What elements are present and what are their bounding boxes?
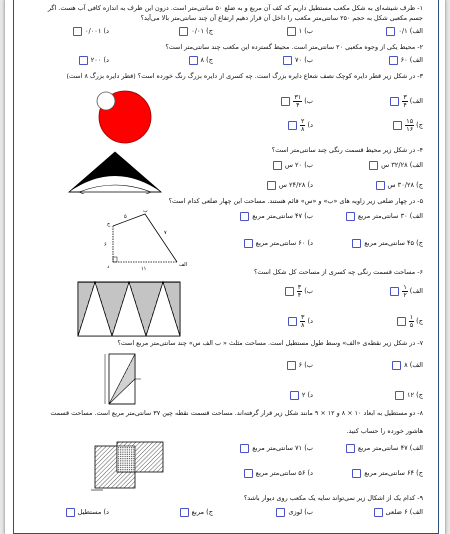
q7-option-c[interactable]: ج) ۱۲ [394,391,423,400]
q5-option-a[interactable]: الف) ۳۰ سانتی‌متر مربع [345,212,423,221]
q5-side-5: ۵ [124,214,127,220]
q4-option-c[interactable]: ج) ۳۰/۲۸ س [375,181,423,190]
q2-option-a-checkbox[interactable] [389,56,398,65]
q5-option-c[interactable]: ج) ۴۵ سانتی‌متر مربع [351,239,423,248]
q1-text-line1: ۱- ظرف شیشه‌ای به شکل مکعب مستطیل داریم که کف آن مربع و به ضلع ۵۰ سانتی‌متر است. درون این ظرف به اندازه کافی آب هست. اگر [47,4,423,12]
q9-option-a-checkbox[interactable] [374,508,383,517]
q4-option-b-checkbox[interactable] [273,161,282,170]
q8-option-c-checkbox[interactable] [352,469,361,478]
q3-small-circle [97,92,115,110]
q9-option-a[interactable]: الف) ۶ ضلعی [373,508,423,517]
q8-option-d-checkbox[interactable] [244,469,253,478]
q6-option-d-checkbox[interactable] [288,317,297,326]
q3-option-c-checkbox[interactable] [393,121,402,130]
q7-text: ۷- در شکل زیر نقطه‌ی «الف» وسط طول مستطیل است. مساحت مثلث « ب الف س» چند سانتی‌متر مربع است؟ [117,339,423,347]
q3-option-c[interactable]: ج) ۱۵ ۱۶ [392,118,423,133]
q4-option-b[interactable]: ب) ۲۰ س [272,161,313,170]
q3-option-b-checkbox[interactable] [281,97,290,106]
q1-option-b[interactable]: ب) ۱ [286,27,313,36]
q6-option-b-checkbox[interactable] [285,287,294,296]
q7-option-b-checkbox[interactable] [287,361,296,370]
q3-text: ۳- در شکل زیر قطر دایره کوچک نصف شعاع دایره بزرگ است. چه کسری از دایره بزرگ رنگ خورده است؟ (قطر دایره بزرگ ۸ است) [66,72,423,80]
q2-option-d[interactable]: د) ۲۰۰ [78,56,109,65]
q5-option-b-checkbox[interactable] [240,212,249,221]
q4-triangle-arc-figure [67,148,163,194]
q2-option-d-checkbox[interactable] [79,56,88,65]
q2-option-c[interactable]: ج) ۸ [188,56,213,65]
q2-option-c-checkbox[interactable] [189,56,198,65]
q2-option-a[interactable]: الف) ۶۰ [388,56,423,65]
q5-label-b: ب [143,208,148,214]
q5-label-d: د [107,264,110,270]
q6-text: ۶- مساحت قسمت رنگی چه کسری از مساحت کل شکل است؟ [253,268,423,276]
q8-text-line1: ۸- دو مستطیل به ابعاد ۱۰ × ۸ و ۱۲ × ۹ مانند شکل زیر قرار گرفته‌اند. مساحت قسمت نقطه چین ۳۷ سانتی‌متر مربع است. مساحت قسمت [50,409,423,417]
q2-text: ۲- محیط یکی از وجوه مکعبی ۲۰ سانتی‌متر است. محیط گسترده این مکعب چند سانتی‌متر است؟ [165,43,423,51]
q3-option-d[interactable]: د) ۲ ۸ [287,118,313,133]
q4-option-a-checkbox[interactable] [369,161,378,170]
q5-option-a-checkbox[interactable] [346,212,355,221]
q6-option-d[interactable]: د) ۳ ۸ [287,314,313,329]
q1-text-line2: جسم مکعبی شکل به حجم ۲۵۰ سانتی‌متر مکعب را داخل آن قرار دهیم ارتفاع آن چند سانتی‌متر بالا می‌آید؟ [140,14,423,22]
q3-option-a-checkbox[interactable] [390,97,399,106]
q8-text-line2: هاشور خورده را حساب کنید. [346,427,423,435]
q6-option-c-checkbox[interactable] [397,317,406,326]
q1-option-a-checkbox[interactable] [386,27,395,36]
q8-option-a[interactable]: الف) ۴۷ سانتی‌متر مربع [345,444,423,453]
q4-option-c-checkbox[interactable] [376,181,385,190]
q1-option-d-checkbox[interactable] [73,27,82,36]
q3-circles-figure [81,84,171,146]
q5-option-d-checkbox[interactable] [244,239,253,248]
q9-option-c[interactable]: ج) مربع [179,508,213,517]
q9-option-b-checkbox[interactable] [276,508,285,517]
q1-option-c[interactable]: ج) ۰/۰۱ [178,27,213,36]
q8-overlap-region [117,446,135,472]
q5-label-c: ج [107,221,111,227]
q6-option-a-checkbox[interactable] [390,287,399,296]
q2-option-b[interactable]: ب) ۷۰ [282,56,313,65]
q1-option-c-checkbox[interactable] [179,27,188,36]
q5-label-a: الف [179,262,188,268]
q7-option-a-checkbox[interactable] [392,361,401,370]
q9-option-c-checkbox[interactable] [180,508,189,517]
q3-option-b[interactable]: ب) ۳۱ ۴ [280,94,313,109]
q2-option-b-checkbox[interactable] [283,56,292,65]
q8-option-b[interactable]: ب) ۷۱ سانتی‌متر مربع [239,444,313,453]
q1-option-a[interactable]: الف) ۰/۱ [385,27,423,36]
q6-option-b[interactable]: ب) ۳ ۴ [284,284,313,299]
q8-overlapping-rectangles-figure [91,440,165,496]
q1-option-b-checkbox[interactable] [287,27,296,36]
worksheet-page [4,0,446,534]
q5-option-b[interactable]: ب) ۴۷ سانتی‌متر مربع [239,212,313,221]
page-border [13,0,439,534]
q7-option-d[interactable]: د) ۲ [289,391,313,400]
q7-option-a[interactable]: الف) ۸ [391,361,423,370]
q8-option-d[interactable]: د) ۵۶ سانتی‌متر مربع [243,469,313,478]
q9-option-d[interactable]: د) مستطیل [65,508,109,517]
q5-quadrilateral-figure [101,204,195,270]
q3-option-a[interactable]: الف) ۳ ۴ [389,94,423,109]
q5-side-11: ۱۱ [141,266,147,270]
q5-text: ۵- در چهار ضلعی زیر زاویه های «ب» و «س» قائم هستند. مساحت این چهار ضلعی کدام است؟ [168,197,423,205]
q5-option-d[interactable]: د) ۶۰ سانتی‌متر مربع [243,239,313,248]
q5-option-c-checkbox[interactable] [352,239,361,248]
q9-option-b[interactable]: ب) لوزی [275,508,313,517]
q8-option-a-checkbox[interactable] [346,444,355,453]
q4-option-d[interactable]: د) ۲۴/۲۸ س [266,181,313,190]
q4-option-d-checkbox[interactable] [267,181,276,190]
q6-hatched-figure [77,280,181,338]
q6-option-a[interactable]: الف) ۱ ۲ [389,284,423,299]
q6-option-c[interactable]: ج) ۱ ۵ [396,314,423,329]
q8-option-b-checkbox[interactable] [240,444,249,453]
q5-side-6: ۶ [104,242,107,248]
q9-text: ۹- کدام یک از اشکال زیر نمی‌تواند سایه یک مکعب روی دیوار باشد؟ [243,494,423,502]
q7-option-d-checkbox[interactable] [290,391,299,400]
q4-option-a[interactable]: الف) ۳۲/۲۸ س [368,161,423,170]
q7-option-c-checkbox[interactable] [395,391,404,400]
q5-side-7: ۷ [164,230,167,236]
q1-option-d[interactable]: د) ۰/۰۰۱ [72,27,109,36]
q4-text: ۴- در شکل زیر محیط قسمت رنگی چند سانتی‌متر است؟ [271,146,423,154]
q7-option-b[interactable]: ب) ۶ [286,361,313,370]
q3-option-d-checkbox[interactable] [288,121,297,130]
q8-option-c[interactable]: ج) ۶۴ سانتی‌متر مربع [351,469,423,478]
q9-option-d-checkbox[interactable] [66,508,75,517]
q7-rectangle-figure [97,350,147,408]
